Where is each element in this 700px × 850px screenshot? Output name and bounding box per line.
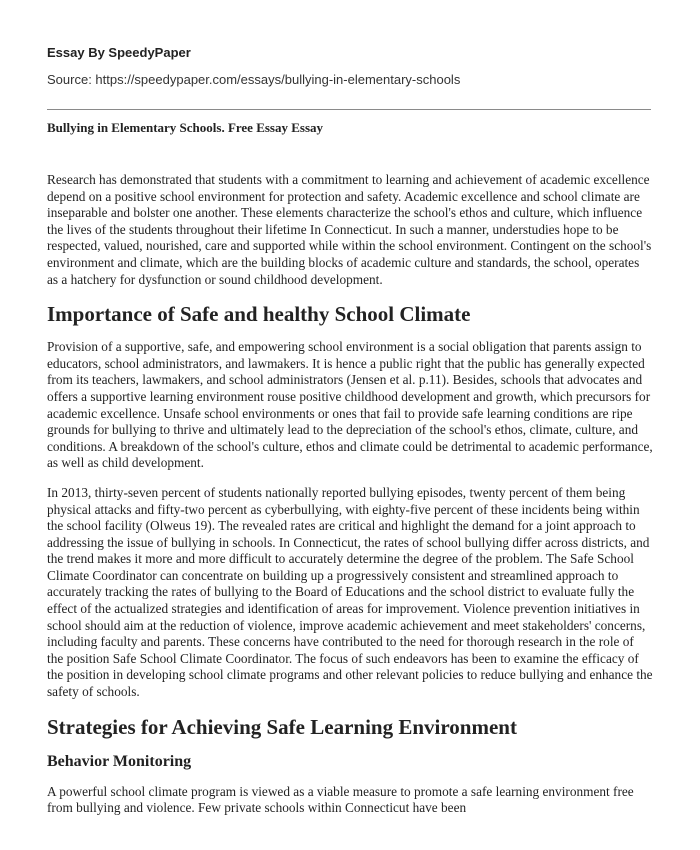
document-header-title: Essay By SpeedyPaper: [47, 45, 191, 60]
intro-paragraph: Research has demonstrated that students with a commitment to learning and achievement of academic excellence depend on a positive school environment for protection and safety. Academic excellence and school climate are inseparable and bolster one another. These elements characterize the school's ethos and culture, which influence the lives of the students throughout their lifetime In Connecticut. In such a manner, understudies hope to be respected, valued, nourished, care and supported while within the school environment. Contingent on the school's environment and climate, which are the building blocks of academic culture and standards, the school, operates as a hatchery for dysfunction or sound childhood development.: [47, 172, 652, 287]
body-paragraph: In 2013, thirty-seven percent of students nationally reported bullying episodes, twenty percent of them being physical attacks and fifty-two percent as cyberbullying, with eighty-five percent of these incidents being within the school facility (Olweus 19). The revealed rates are critical and highlight the demand for a joint approach to addressing the issue of bullying in schools. In Connecticut, the rates of school bullying differ across districts, and the trend makes it more and more difficult to accurately determine the degree of the problem. The Safe School Climate Coordinator can concentrate on building up a progressively consistent and streamlined approach to accurately tracking the rates of bullying to the Board of Educations and the school district to evaluate fully the effect of the actualized strategies and identification of areas for improvement. Violence prevention initiatives in school should aim at the reduction of violence, improve academic achievement and meet stakeholders' concerns, including faculty and parents. These concerns have contributed to the need for thorough research in the role of the position Safe School Climate Coordinator. The focus of such endeavors has been to examine the efficacy of the position in developing school climate programs and other relevant policies to reduce bullying and enhance the safety of schools.: [47, 484, 653, 700]
header-divider: [47, 109, 651, 110]
essay-title: Bullying in Elementary Schools. Free Essay Essay: [47, 120, 324, 135]
essay-body: [47, 172, 653, 830]
document-source-line: Source: https://speedypaper.com/essays/bullying-in-elementary-schools: [47, 72, 461, 87]
section-heading-strategies: Strategies for Achieving Safe Learning Environment: [47, 714, 517, 739]
section-heading-importance: Importance of Safe and healthy School Climate: [47, 302, 471, 327]
subsection-heading-behavior-monitoring: Behavior Monitoring: [47, 752, 192, 770]
body-paragraph: Provision of a supportive, safe, and empowering school environment is a social obligation that parents assign to educators, school administrators, and lawmakers. It is hence a public right that the public has generally expected from its teachers, lawmakers, and school administrators (Jensen et al. p.11). Besides, schools that advocates and offers a supportive learning environment rouse positive childhood development and growth, which precursors for academic excellence. Unsafe school environments or ones that fail to provide safe learning conditions are ripe grounds for bullying to thrive and ultimately lead to the depreciation of the school's ethos, climate, culture, and conditions. A breakdown of the school's culture, ethos and climate could be detrimental to academic performance, as well as child development.: [47, 339, 653, 471]
body-paragraph: A powerful school climate program is viewed as a viable measure to promote a safe learning environment free from bullying and violence. Few private schools within Connecticut have been: [47, 783, 634, 816]
